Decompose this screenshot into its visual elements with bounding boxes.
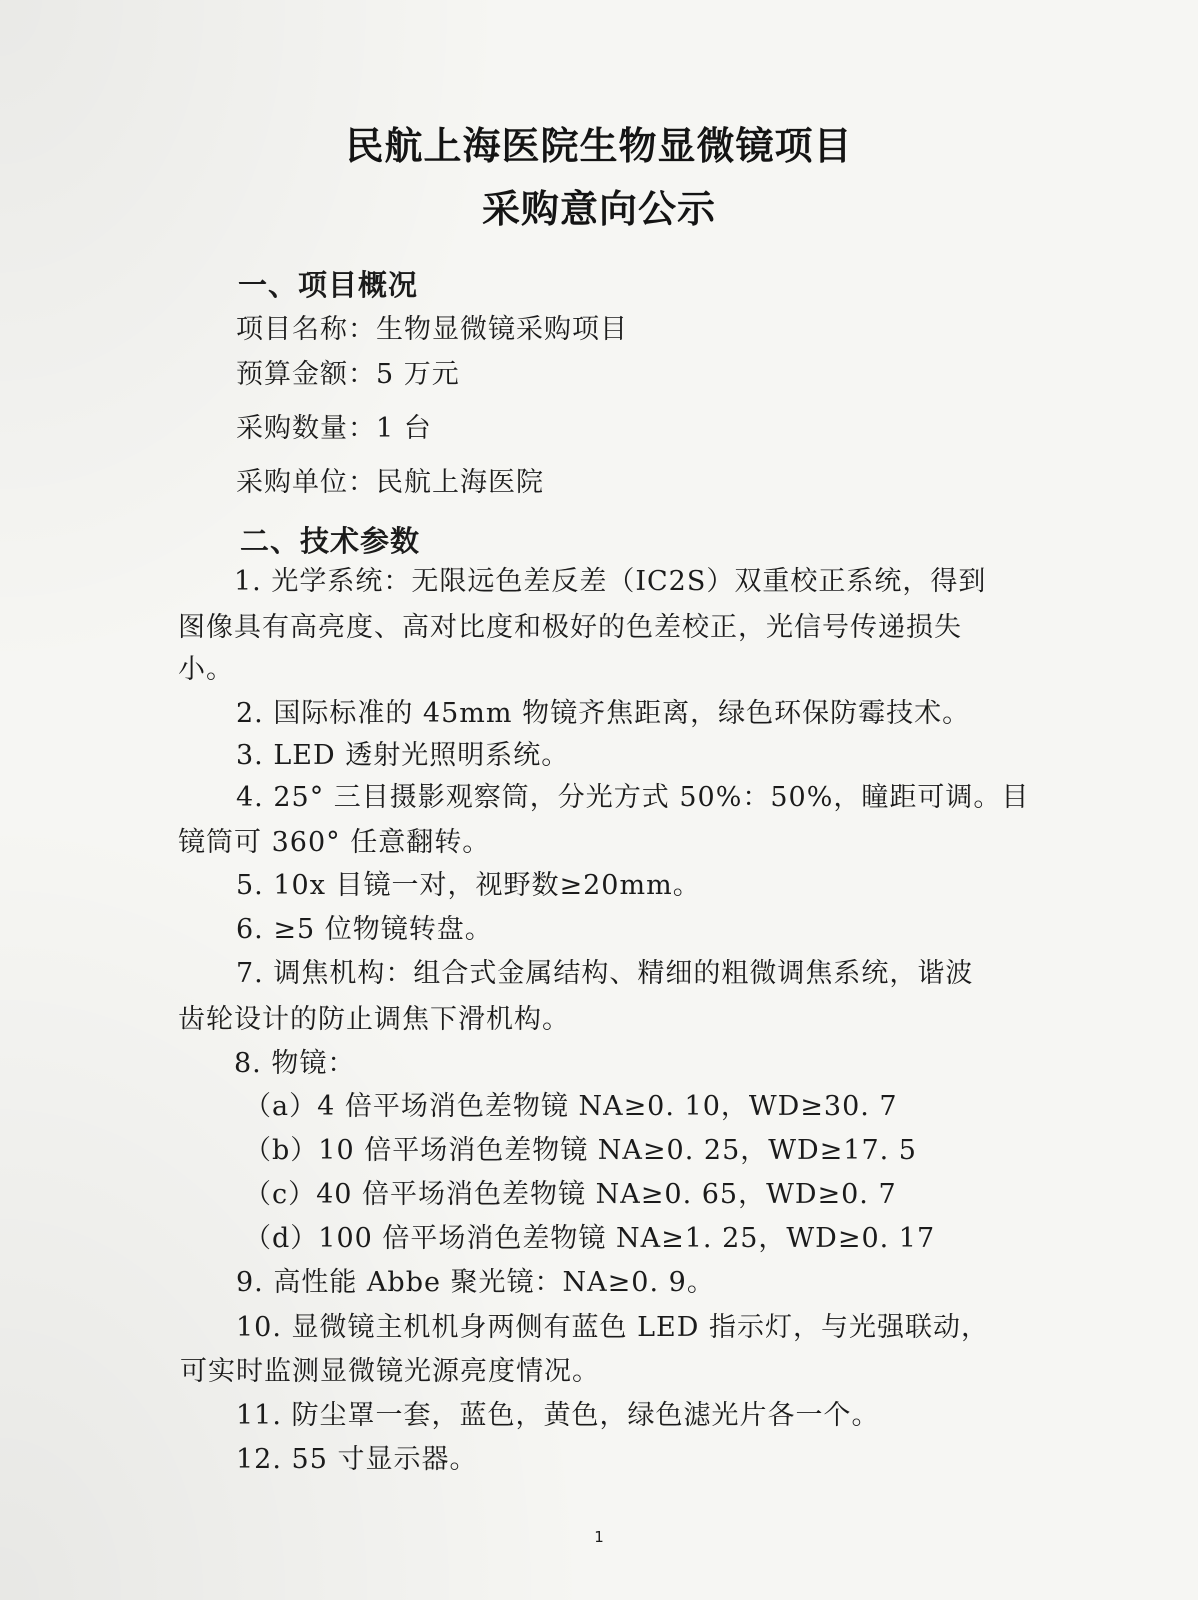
objective-line: （a）4 倍平场消色差物镜 NA≥0. 10，WD≥30. 7: [244, 1091, 898, 1122]
spec-line: 3. LED 透射光照明系统。: [236, 740, 570, 771]
document-title: 民航上海医院生物显微镜项目: [345, 124, 853, 168]
spec-line: 8. 物镜：: [234, 1048, 356, 1079]
document-subtitle: 采购意向公示: [481, 187, 716, 231]
page-number: 1: [594, 1528, 604, 1546]
spec-line: 6. ≥5 位物镜转盘。: [236, 914, 493, 945]
spec-line: 2. 国际标准的 45mm 物镜齐焦距离，绿色环保防霉技术。: [236, 698, 971, 729]
spec-line: 镜筒可 360° 任意翻转。: [178, 827, 491, 858]
spec-line: 7. 调焦机构：组合式金属结构、精细的粗微调焦系统，谐波: [236, 958, 974, 989]
project-name-line: 项目名称：生物显微镜采购项目: [236, 314, 628, 345]
section-heading-overview: 一、项目概况: [238, 268, 419, 302]
spec-line: 10. 显微镜主机机身两侧有蓝色 LED 指示灯，与光强联动，: [236, 1312, 989, 1343]
spec-line: 1. 光学系统：无限远色差反差（IC2S）双重校正系统，得到: [234, 566, 987, 597]
purchaser-line: 采购单位：民航上海医院: [236, 467, 544, 498]
spec-line: 齿轮设计的防止调焦下滑机构。: [178, 1004, 570, 1035]
spec-line: 图像具有高亮度、高对比度和极好的色差校正，光信号传递损失: [178, 612, 962, 643]
objective-line: （c）40 倍平场消色差物镜 NA≥0. 65，WD≥0. 7: [244, 1179, 897, 1210]
objective-line: （b）10 倍平场消色差物镜 NA≥0. 25，WD≥17. 5: [244, 1135, 917, 1166]
section-heading-specs: 二、技术参数: [240, 524, 421, 558]
spec-line: 9. 高性能 Abbe 聚光镜：NA≥0. 9。: [236, 1267, 715, 1298]
spec-line: 4. 25° 三目摄影观察筒，分光方式 50%：50%，瞳距可调。目: [236, 782, 1030, 813]
spec-line: 11. 防尘罩一套，蓝色，黄色，绿色滤光片各一个。: [236, 1400, 880, 1431]
quantity-line: 采购数量：1 台: [236, 413, 432, 444]
objective-line: （d）100 倍平场消色差物镜 NA≥1. 25，WD≥0. 17: [244, 1223, 936, 1254]
spec-line: 小。: [178, 654, 234, 685]
spec-line: 可实时监测显微镜光源亮度情况。: [180, 1356, 600, 1387]
spec-line: 5. 10x 目镜一对，视野数≥20mm。: [236, 870, 701, 901]
budget-line: 预算金额：5 万元: [236, 359, 460, 390]
spec-line: 12. 55 寸显示器。: [236, 1444, 478, 1475]
